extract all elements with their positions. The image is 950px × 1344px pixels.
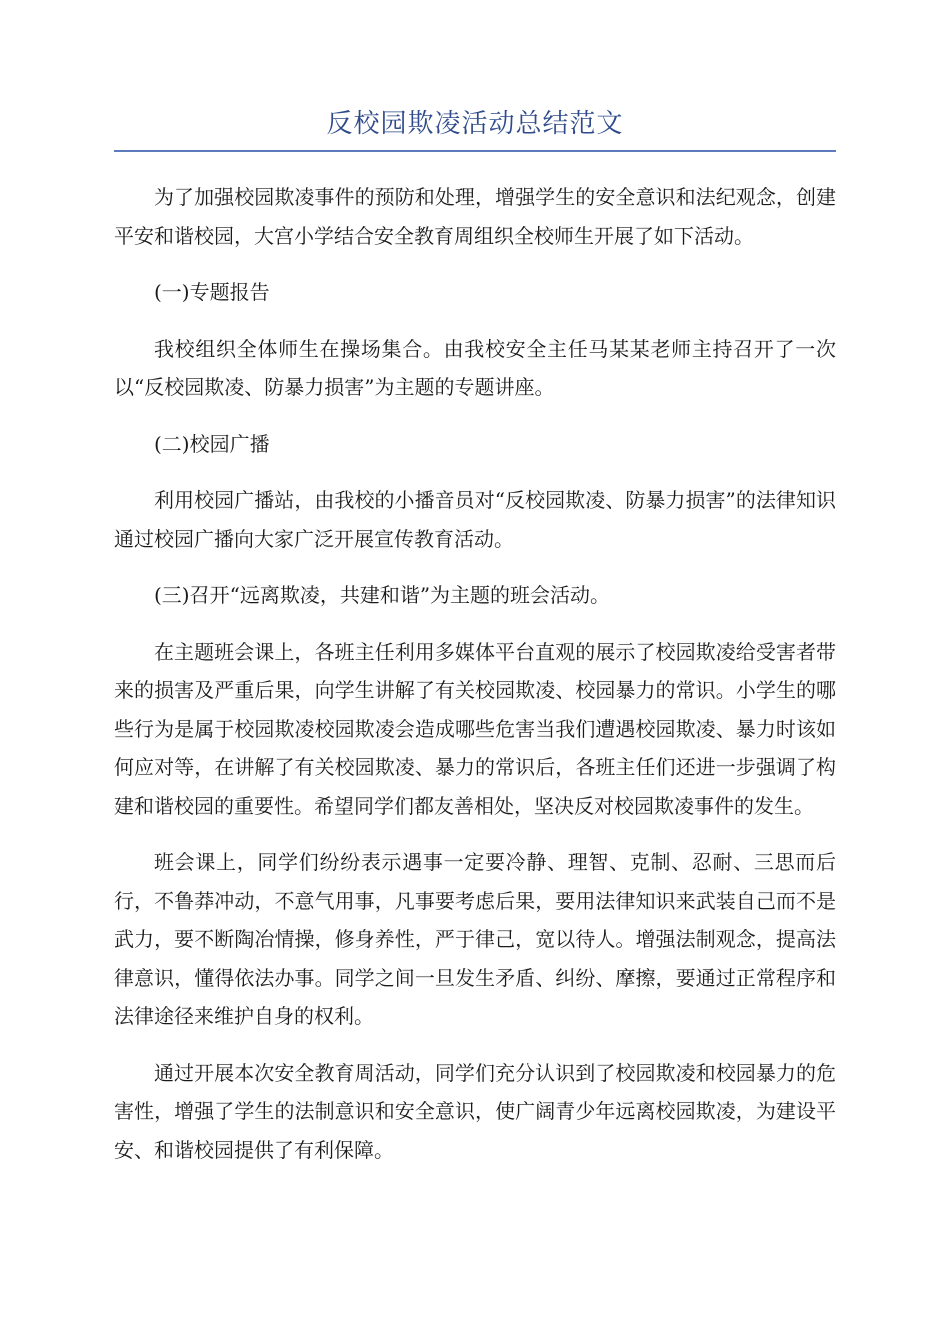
class-meeting-paragraph: 班会课上，同学们纷纷表示遇事一定要冷静、理智、克制、忍耐、三思而后行，不鲁莽冲动，不意气用事，凡事要考虑后果，要用法律知识来武装自己而不是武力，要不断陶冶情操，修身养性，严于律己，宽以待人。增强法制观念，提高法律意识，懂得依法办事。同学之间一旦发生矛盾、纠纷、摩擦，要通过正常程序和法律途径来维护自身的权利。 (114, 850, 836, 1028)
section-3-paragraph: 在主题班会课上，各班主任利用多媒体平台直观的展示了校园欺凌给受害者带来的损害及严重后果，向学生讲解了有关校园欺凌、校园暴力的常识。小学生的哪些行为是属于校园欺凌校园欺凌会造成哪些危害当我们遭遇校园欺凌、暴力时该如何应对等，在讲解了有关校园欺凌、暴力的常识后，各班主任们还进一步强调了构建和谐校园的重要性。希望同学们都友善相处，坚决反对校园欺凌事件的发生。 (114, 639, 836, 818)
section-1-paragraph: 我校组织全体师生在操场集合。由我校安全主任马某某老师主持召开了一次以“反校园欺凌、防暴力损害”为主题的专题讲座。 (114, 336, 836, 399)
document-page (114, 104, 836, 1187)
document-title: 反校园欺凌活动总结范文 (114, 104, 836, 152)
intro-paragraph: 为了加强校园欺凌事件的预防和处理，增强学生的安全意识和法纪观念，创建平安和谐校园，大宫小学结合安全教育周组织全校师生开展了如下活动。 (114, 185, 836, 248)
section-heading-3: (三)召开“远离欺凌，共建和谐”为主题的班会活动。 (154, 583, 611, 607)
conclusion-paragraph: 通过开展本次安全教育周活动，同学们充分认识到了校园欺凌和校园暴力的危害性，增强了学生的法制意识和安全意识，使广阔青少年远离校园欺凌，为建设平安、和谐校园提供了有利保障。 (114, 1060, 836, 1162)
document-body (114, 178, 836, 1169)
section-heading-1: (一)专题报告 (154, 280, 270, 304)
section-heading-2: (二)校园广播 (154, 431, 270, 456)
section-2-paragraph: 利用校园广播站，由我校的小播音员对“反校园欺凌、防暴力损害”的法律知识通过校园广播向大家广泛开展宣传教育活动。 (114, 488, 836, 551)
